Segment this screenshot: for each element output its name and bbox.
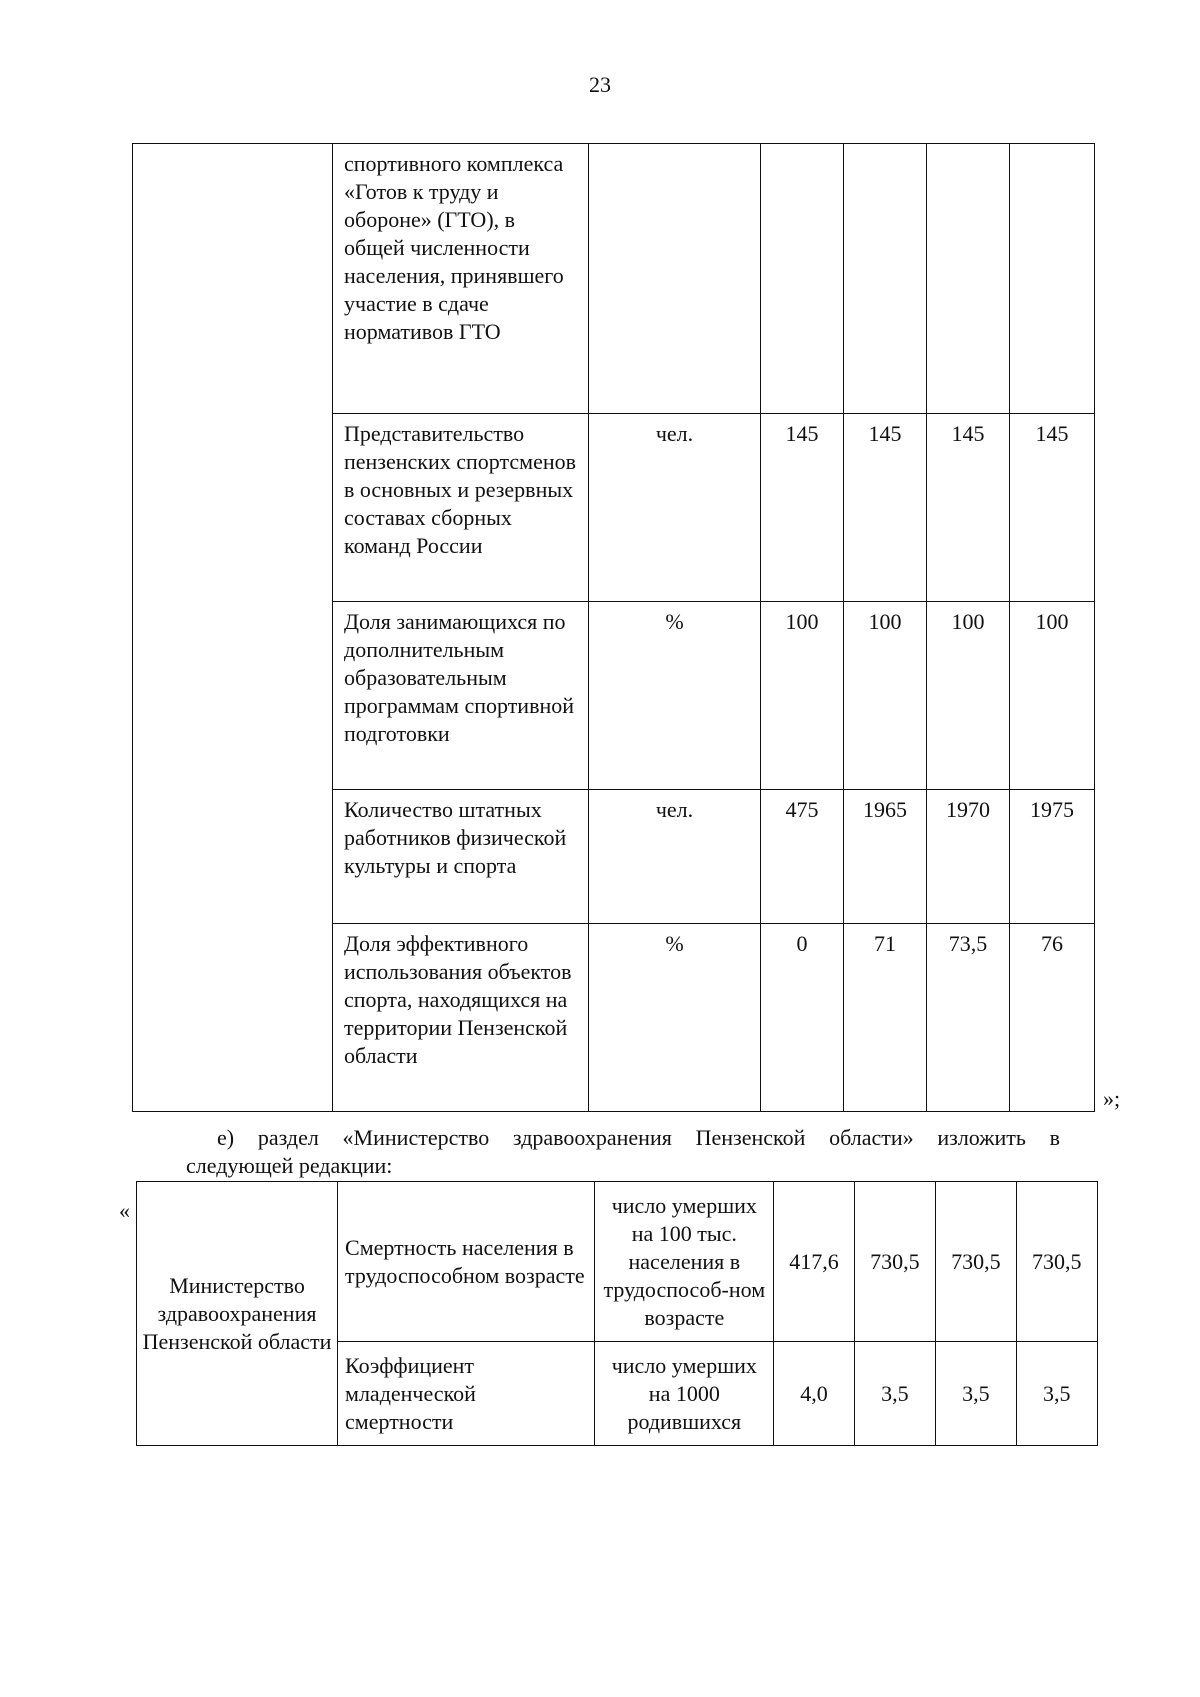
indicators-table-sport (132, 143, 1095, 1112)
value-year-4: 3,5 (1016, 1342, 1097, 1446)
ministry-cell-empty (133, 144, 333, 1112)
value-year-1 (761, 144, 844, 414)
table-row (133, 144, 1095, 414)
value-year-4 (1010, 144, 1095, 414)
value-year-3: 730,5 (936, 1182, 1016, 1342)
value-year-3: 145 (927, 414, 1010, 602)
value-year-3: 100 (927, 602, 1010, 790)
indicator-unit: чел. (589, 790, 761, 924)
amendment-paragraph (186, 1124, 1060, 1180)
value-year-4: 100 (1010, 602, 1095, 790)
value-year-2: 730,5 (854, 1182, 935, 1342)
value-year-1: 0 (761, 924, 844, 1112)
value-year-2: 100 (844, 602, 927, 790)
indicator-unit: число умерших на 100 тыс. населения в трудоспособ-ном возрасте (595, 1182, 774, 1342)
indicator-unit: число умерших на 1000 родившихся (595, 1342, 774, 1446)
value-year-2: 145 (844, 414, 927, 602)
table-2-body (137, 1182, 1098, 1446)
value-year-1: 145 (761, 414, 844, 602)
indicators-table-health (136, 1181, 1098, 1446)
closing-quote-mark: »; (1103, 1086, 1121, 1111)
amendment-text-line-2: следующей редакции: (186, 1153, 393, 1178)
value-year-4: 145 (1010, 414, 1095, 602)
value-year-1: 417,6 (774, 1182, 854, 1342)
value-year-2: 3,5 (854, 1342, 935, 1446)
indicator-name: Доля эффективного использования объектов спорта, находящихся на территории Пензенской области (333, 924, 589, 1112)
indicator-name: Смертность населения в трудоспособном возрасте (338, 1182, 595, 1342)
value-year-2: 71 (844, 924, 927, 1112)
amendment-text-line-1: е) раздел «Министерство здравоохранения Пензенской области» изложить в (217, 1125, 1060, 1150)
value-year-3: 3,5 (936, 1342, 1016, 1446)
value-year-4: 1975 (1010, 790, 1095, 924)
indicator-unit: % (589, 602, 761, 790)
indicator-unit: чел. (589, 414, 761, 602)
value-year-3: 73,5 (927, 924, 1010, 1112)
ministry-name-cell: Министерство здравоохранения Пензенской области (137, 1182, 338, 1446)
indicator-name: Представительство пензенских спортсменов в основных и резервных составах сборных команд России (333, 414, 589, 602)
value-year-3 (927, 144, 1010, 414)
value-year-4: 76 (1010, 924, 1095, 1112)
indicator-name: Количество штатных работников физической культуры и спорта (333, 790, 589, 924)
table-1-body (133, 144, 1095, 1112)
value-year-3: 1970 (927, 790, 1010, 924)
indicator-name: Доля занимающихся по дополнительным образовательным программам спортивной подготовки (333, 602, 589, 790)
value-year-1: 475 (761, 790, 844, 924)
indicator-unit: % (589, 924, 761, 1112)
value-year-2: 1965 (844, 790, 927, 924)
value-year-2 (844, 144, 927, 414)
indicator-name: Коэффициент младенческой смертности (338, 1342, 595, 1446)
value-year-1: 100 (761, 602, 844, 790)
table-row (137, 1182, 1098, 1342)
indicator-name: спортивного комплекса «Готов к труду и обороне» (ГТО), в общей численности населения, принявшего участие в сдаче нормативов ГТО (333, 144, 589, 414)
value-year-4: 730,5 (1016, 1182, 1097, 1342)
page-number: 23 (589, 72, 611, 97)
opening-quote-mark: « (119, 1198, 130, 1223)
indicator-unit (589, 144, 761, 414)
value-year-1: 4,0 (774, 1342, 854, 1446)
